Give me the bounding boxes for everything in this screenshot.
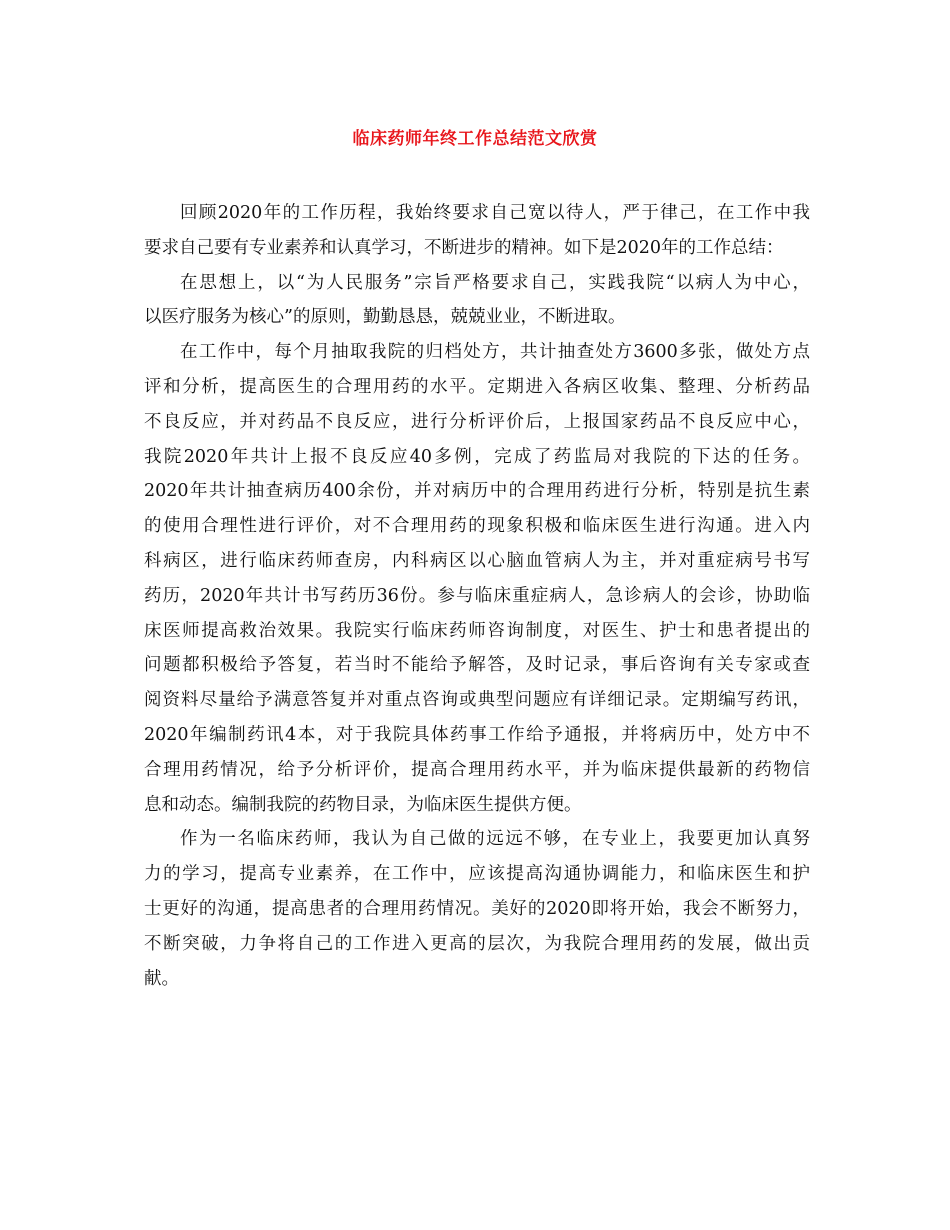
- document-body: [144, 196, 810, 996]
- paragraph-4-line-5: 献。: [144, 968, 179, 989]
- paragraph-3-line-6: 的使用合理性进行评价，对不合理用药的现象积极和临床医生进行沟通。进入内: [144, 516, 810, 537]
- document-title: 临床药师年终工作总结范文欣赏: [352, 129, 598, 149]
- paragraph-2-line-2: 以医疗服务为核心”的原则，勤勤恳恳，兢兢业业，不断进取。: [144, 307, 626, 328]
- paragraph-4-line-3: 士更好的沟通，提高患者的合理用药情况。美好的2020即将开始，我会不断努力，: [144, 898, 810, 919]
- paragraph-3-line-10: 问题都积极给予答复，若当时不能给予解答，及时记录，事后咨询有关专家或查: [144, 655, 810, 676]
- paragraph-3-line-1: 在工作中，每个月抽取我院的归档处方，共计抽查处方3600多张，做处方点: [180, 342, 810, 363]
- paragraph-3-line-11: 阅资料尽量给予满意答复并对重点咨询或典型问题应有详细记录。定期编写药讯，: [144, 690, 810, 711]
- paragraph-4-line-2: 力的学习，提高专业素养，在工作中，应该提高沟通协调能力，和临床医生和护: [144, 864, 810, 885]
- paragraph-3-line-3: 不良反应，并对药品不良反应，进行分析评价后，上报国家药品不良反应中心，: [144, 411, 810, 432]
- paragraph-3-line-7: 科病区，进行临床药师查房，内科病区以心脑血管病人为主，并对重症病号书写: [144, 550, 810, 571]
- paragraph-3-line-8: 药历，2020年共计书写药历36份。参与临床重症病人，急诊病人的会诊，协助临: [144, 585, 810, 606]
- paragraph-4-line-1: 作为一名临床药师，我认为自己做的远远不够，在专业上，我要更加认真努: [180, 829, 810, 850]
- paragraph-3-line-2: 评和分析，提高医生的合理用药的水平。定期进入各病区收集、整理、分析药品: [144, 376, 810, 397]
- paragraph-4-line-4: 不断突破，力争将自己的工作进入更高的层次，为我院合理用药的发展，做出贡: [144, 933, 810, 954]
- paragraph-3-line-9: 床医师提高救治效果。我院实行临床药师咨询制度，对医生、护士和患者提出的: [144, 620, 810, 641]
- paragraph-3-line-14: 息和动态。编制我院的药物目录，为临床医生提供方便。: [144, 794, 582, 815]
- paragraph-1-line-1: 回顾2020年的工作历程，我始终要求自己宽以待人，严于律己，在工作中我: [180, 203, 810, 223]
- paragraph-3-line-13: 合理用药情况，给予分析评价，提高合理用药水平，并为临床提供最新的药物信: [144, 759, 810, 780]
- paragraph-3-line-5: 2020年共计抽查病历400余份，并对病历中的合理用药进行分析，特别是抗生素: [144, 481, 810, 502]
- paragraph-3-line-4: 我院2020年共计上报不良反应40多例，完成了药监局对我院的下达的任务。: [144, 446, 810, 467]
- paragraph-2-line-1: 在思想上，以“为人民服务”宗旨严格要求自己，实践我院“以病人为中心，: [180, 272, 810, 293]
- paragraph-3-line-12: 2020年编制药讯4本，对于我院具体药事工作给予通报，并将病历中，处方中不: [144, 724, 810, 745]
- paragraph-1-line-2: 要求自己要有专业素养和认真学习，不断进步的精神。如下是2020年的工作总结：: [144, 237, 784, 258]
